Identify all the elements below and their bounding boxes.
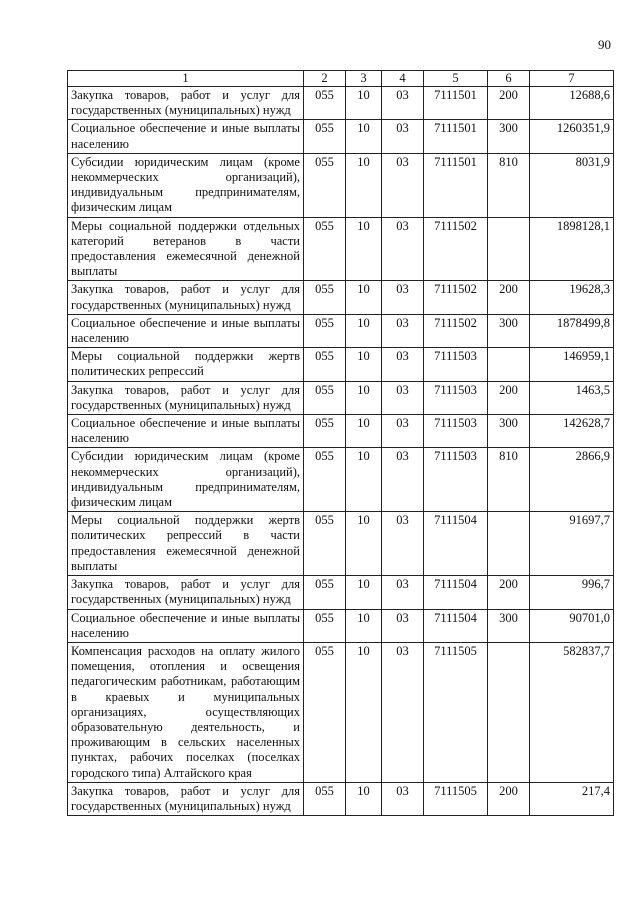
row-name-cell: Субсидии юридическим лицам (кроме некоммерческих организаций), индивидуальным предпринимателям, физическим лицам bbox=[68, 153, 304, 217]
ministry-code-cell: 055 bbox=[304, 87, 346, 120]
section-code-cell: 10 bbox=[346, 87, 382, 120]
expense-type-code-cell: 810 bbox=[488, 448, 530, 512]
expense-type-code-cell: 300 bbox=[488, 314, 530, 347]
ministry-code-cell: 055 bbox=[304, 782, 346, 815]
table-row bbox=[68, 153, 614, 217]
table-row bbox=[68, 642, 614, 782]
table-row bbox=[68, 609, 614, 642]
budget-table bbox=[67, 70, 614, 816]
target-article-code-cell: 7111504 bbox=[424, 609, 488, 642]
row-name-cell: Закупка товаров, работ и услуг для государственных (муниципальных) нужд bbox=[68, 381, 304, 414]
ministry-code-cell: 055 bbox=[304, 381, 346, 414]
table-row bbox=[68, 448, 614, 512]
table-row bbox=[68, 120, 614, 153]
row-name-cell: Социальное обеспечение и иные выплаты населению bbox=[68, 120, 304, 153]
amount-cell: 1463,5 bbox=[530, 381, 614, 414]
ministry-code-cell: 055 bbox=[304, 153, 346, 217]
expense-type-code-cell bbox=[488, 642, 530, 782]
subsection-code-cell: 03 bbox=[382, 281, 424, 314]
amount-cell: 996,7 bbox=[530, 576, 614, 609]
ministry-code-cell: 055 bbox=[304, 281, 346, 314]
table-row bbox=[68, 576, 614, 609]
subsection-code-cell: 03 bbox=[382, 576, 424, 609]
ministry-code-cell: 055 bbox=[304, 415, 346, 448]
table-row bbox=[68, 512, 614, 576]
expense-type-code-cell: 200 bbox=[488, 782, 530, 815]
target-article-code-cell: 7111501 bbox=[424, 153, 488, 217]
table-row bbox=[68, 281, 614, 314]
target-article-code-cell: 7111504 bbox=[424, 576, 488, 609]
section-code-cell: 10 bbox=[346, 609, 382, 642]
row-name-cell: Социальное обеспечение и иные выплаты населению bbox=[68, 415, 304, 448]
amount-cell: 12688,6 bbox=[530, 87, 614, 120]
column-header-3: 3 bbox=[346, 71, 382, 87]
table-row bbox=[68, 381, 614, 414]
amount-cell: 19628,3 bbox=[530, 281, 614, 314]
row-name-cell: Компенсация расходов на оплату жилого помещения, отопления и освещения педагогическим работникам, работающим в краевых и муниципальных организациях, осуществляющих образовательную деятельность, и проживающим в сельских населенных пунктах, рабочих поселках (поселках городского типа) Алтайского края bbox=[68, 642, 304, 782]
ministry-code-cell: 055 bbox=[304, 609, 346, 642]
subsection-code-cell: 03 bbox=[382, 415, 424, 448]
subsection-code-cell: 03 bbox=[382, 782, 424, 815]
subsection-code-cell: 03 bbox=[382, 348, 424, 381]
amount-cell: 91697,7 bbox=[530, 512, 614, 576]
expense-type-code-cell: 200 bbox=[488, 87, 530, 120]
page-number: 90 bbox=[598, 37, 611, 52]
ministry-code-cell: 055 bbox=[304, 348, 346, 381]
target-article-code-cell: 7111502 bbox=[424, 314, 488, 347]
column-header-4: 4 bbox=[382, 71, 424, 87]
ministry-code-cell: 055 bbox=[304, 314, 346, 347]
section-code-cell: 10 bbox=[346, 348, 382, 381]
column-header-2: 2 bbox=[304, 71, 346, 87]
amount-cell: 8031,9 bbox=[530, 153, 614, 217]
column-header-6: 6 bbox=[488, 71, 530, 87]
amount-cell: 217,4 bbox=[530, 782, 614, 815]
target-article-code-cell: 7111502 bbox=[424, 217, 488, 281]
expense-type-code-cell: 200 bbox=[488, 381, 530, 414]
ministry-code-cell: 055 bbox=[304, 642, 346, 782]
row-name-cell: Закупка товаров, работ и услуг для государственных (муниципальных) нужд bbox=[68, 281, 304, 314]
section-code-cell: 10 bbox=[346, 281, 382, 314]
target-article-code-cell: 7111501 bbox=[424, 87, 488, 120]
ministry-code-cell: 055 bbox=[304, 448, 346, 512]
target-article-code-cell: 7111503 bbox=[424, 448, 488, 512]
table-row bbox=[68, 415, 614, 448]
subsection-code-cell: 03 bbox=[382, 120, 424, 153]
amount-cell: 1898128,1 bbox=[530, 217, 614, 281]
amount-cell: 2866,9 bbox=[530, 448, 614, 512]
column-header-7: 7 bbox=[530, 71, 614, 87]
section-code-cell: 10 bbox=[346, 448, 382, 512]
expense-type-code-cell bbox=[488, 217, 530, 281]
expense-type-code-cell: 300 bbox=[488, 415, 530, 448]
ministry-code-cell: 055 bbox=[304, 576, 346, 609]
row-name-cell: Закупка товаров, работ и услуг для государственных (муниципальных) нужд bbox=[68, 576, 304, 609]
column-header-5: 5 bbox=[424, 71, 488, 87]
section-code-cell: 10 bbox=[346, 314, 382, 347]
row-name-cell: Закупка товаров, работ и услуг для государственных (муниципальных) нужд bbox=[68, 87, 304, 120]
expense-type-code-cell: 200 bbox=[488, 576, 530, 609]
table-row bbox=[68, 348, 614, 381]
amount-cell: 1878499,8 bbox=[530, 314, 614, 347]
target-article-code-cell: 7111503 bbox=[424, 381, 488, 414]
subsection-code-cell: 03 bbox=[382, 642, 424, 782]
section-code-cell: 10 bbox=[346, 576, 382, 609]
section-code-cell: 10 bbox=[346, 782, 382, 815]
section-code-cell: 10 bbox=[346, 512, 382, 576]
expense-type-code-cell bbox=[488, 348, 530, 381]
section-code-cell: 10 bbox=[346, 120, 382, 153]
expense-type-code-cell: 300 bbox=[488, 609, 530, 642]
subsection-code-cell: 03 bbox=[382, 381, 424, 414]
ministry-code-cell: 055 bbox=[304, 512, 346, 576]
subsection-code-cell: 03 bbox=[382, 314, 424, 347]
amount-cell: 582837,7 bbox=[530, 642, 614, 782]
section-code-cell: 10 bbox=[346, 153, 382, 217]
subsection-code-cell: 03 bbox=[382, 448, 424, 512]
table-row bbox=[68, 782, 614, 815]
row-name-cell: Меры социальной поддержки жертв политических репрессий bbox=[68, 348, 304, 381]
amount-cell: 90701,0 bbox=[530, 609, 614, 642]
amount-cell: 142628,7 bbox=[530, 415, 614, 448]
subsection-code-cell: 03 bbox=[382, 217, 424, 281]
subsection-code-cell: 03 bbox=[382, 153, 424, 217]
row-name-cell: Меры социальной поддержки отдельных категорий ветеранов в части предоставления ежемесячной денежной выплаты bbox=[68, 217, 304, 281]
table-row bbox=[68, 217, 614, 281]
ministry-code-cell: 055 bbox=[304, 120, 346, 153]
section-code-cell: 10 bbox=[346, 642, 382, 782]
ministry-code-cell: 055 bbox=[304, 217, 346, 281]
subsection-code-cell: 03 bbox=[382, 512, 424, 576]
table-header-row bbox=[68, 71, 614, 87]
section-code-cell: 10 bbox=[346, 415, 382, 448]
target-article-code-cell: 7111505 bbox=[424, 782, 488, 815]
expense-type-code-cell: 300 bbox=[488, 120, 530, 153]
table-row bbox=[68, 314, 614, 347]
subsection-code-cell: 03 bbox=[382, 609, 424, 642]
section-code-cell: 10 bbox=[346, 381, 382, 414]
target-article-code-cell: 7111503 bbox=[424, 348, 488, 381]
column-header-1: 1 bbox=[68, 71, 304, 87]
target-article-code-cell: 7111502 bbox=[424, 281, 488, 314]
expense-type-code-cell: 810 bbox=[488, 153, 530, 217]
subsection-code-cell: 03 bbox=[382, 87, 424, 120]
target-article-code-cell: 7111505 bbox=[424, 642, 488, 782]
amount-cell: 1260351,9 bbox=[530, 120, 614, 153]
row-name-cell: Меры социальной поддержки жертв политических репрессий в части предоставления ежемесячной денежной выплаты bbox=[68, 512, 304, 576]
amount-cell: 146959,1 bbox=[530, 348, 614, 381]
table-row bbox=[68, 87, 614, 120]
expense-type-code-cell: 200 bbox=[488, 281, 530, 314]
row-name-cell: Закупка товаров, работ и услуг для государственных (муниципальных) нужд bbox=[68, 782, 304, 815]
target-article-code-cell: 7111501 bbox=[424, 120, 488, 153]
row-name-cell: Социальное обеспечение и иные выплаты населению bbox=[68, 314, 304, 347]
row-name-cell: Субсидии юридическим лицам (кроме некоммерческих организаций), индивидуальным предпринимателям, физическим лицам bbox=[68, 448, 304, 512]
target-article-code-cell: 7111503 bbox=[424, 415, 488, 448]
row-name-cell: Социальное обеспечение и иные выплаты населению bbox=[68, 609, 304, 642]
target-article-code-cell: 7111504 bbox=[424, 512, 488, 576]
section-code-cell: 10 bbox=[346, 217, 382, 281]
expense-type-code-cell bbox=[488, 512, 530, 576]
